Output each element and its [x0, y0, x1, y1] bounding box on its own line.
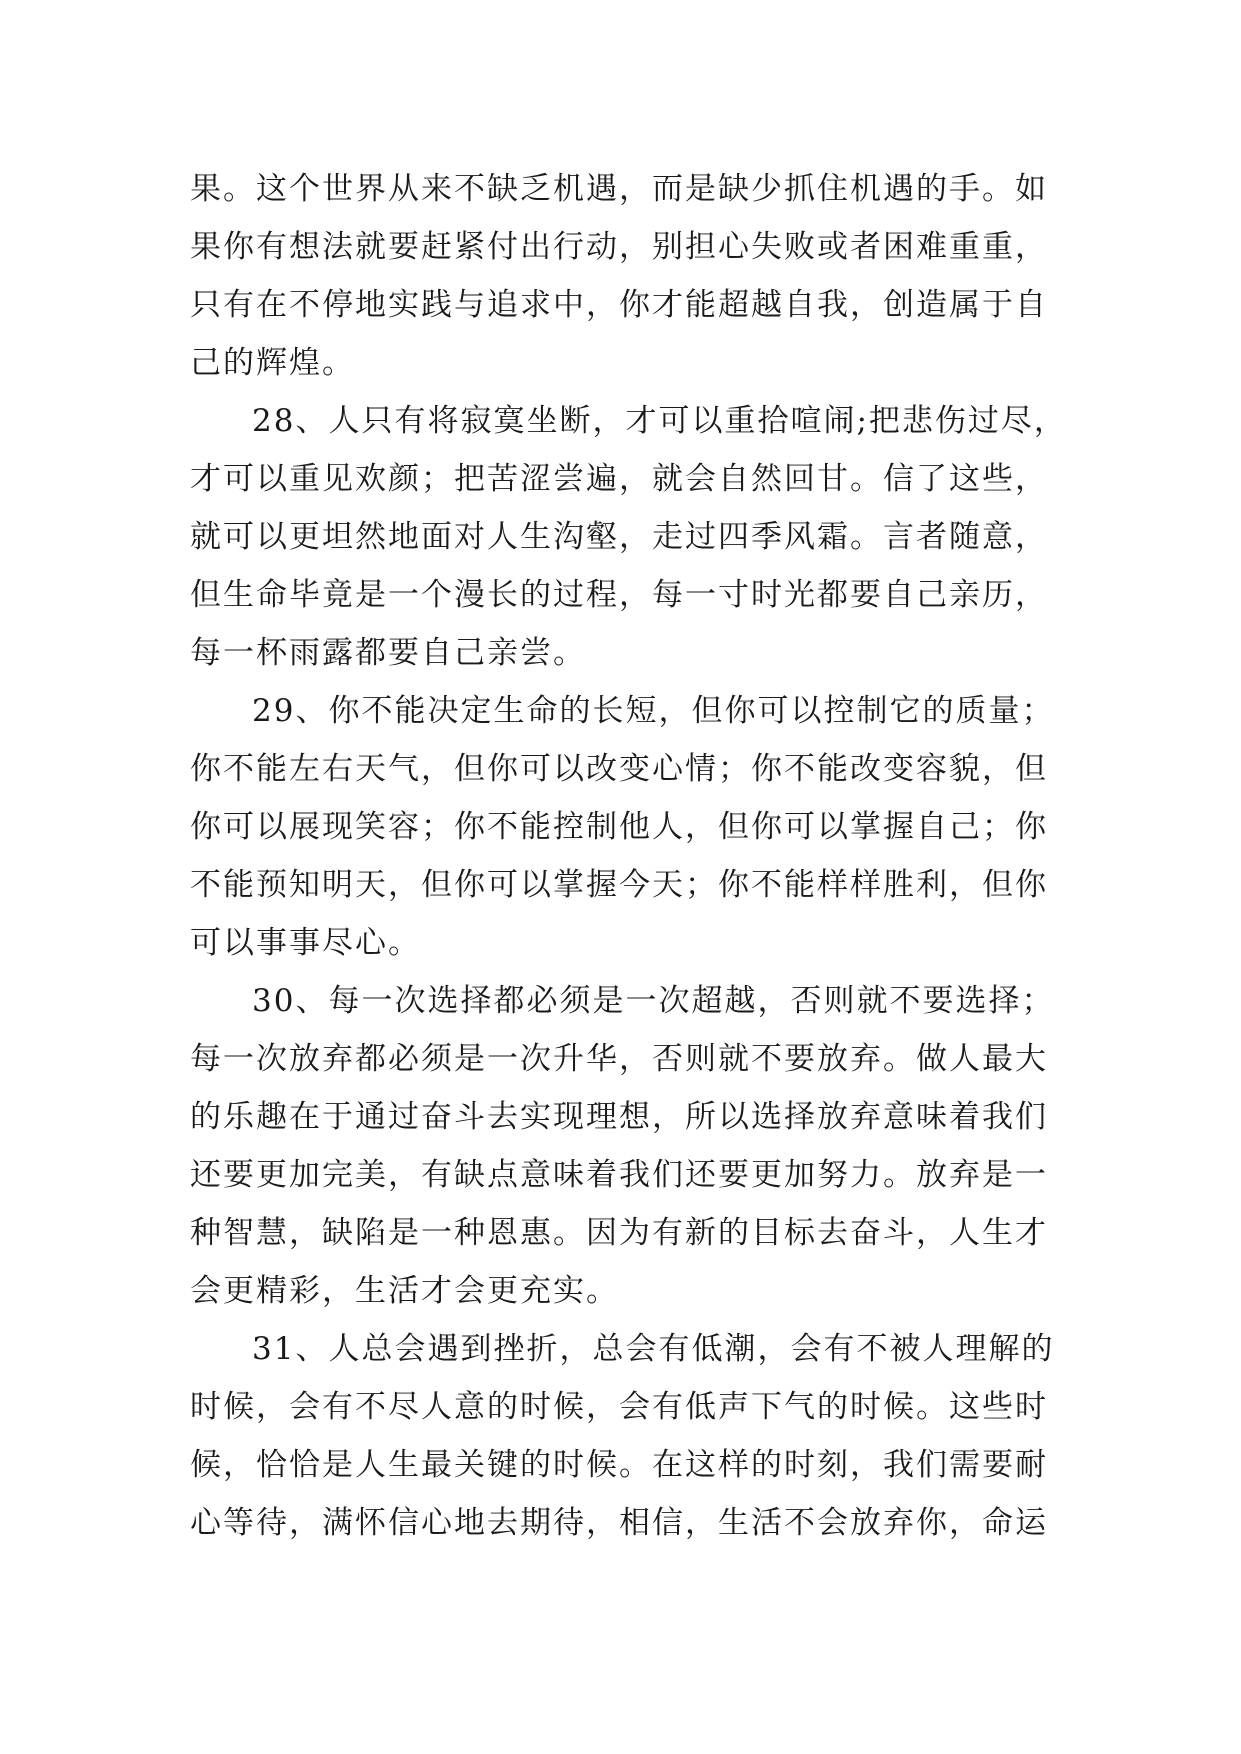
text-line: 30、每一次选择都必须是一次超越，否则就不要选择；: [252, 983, 1055, 1019]
document-body: [190, 160, 1067, 1552]
text-line: 的乐趣在于通过奋斗去实现理想，所以选择放弃意味着我们: [190, 1099, 1048, 1135]
text-line: 果。这个世界从来不缺乏机遇，而是缺少抓住机遇的手。如: [190, 171, 1048, 207]
text-line: 但生命毕竟是一个漫长的过程，每一寸时光都要自己亲历，: [190, 577, 1048, 613]
text-line: 候，恰恰是人生最关键的时候。在这样的时刻，我们需要耐: [190, 1447, 1048, 1483]
text-line: 时候，会有不尽人意的时候，会有低声下气的时候。这些时: [190, 1389, 1048, 1425]
text-line: 可以事事尽心。: [190, 925, 421, 961]
text-line: 就可以更坦然地面对人生沟壑，走过四季风霜。言者随意，: [190, 519, 1048, 555]
text-line: 每一杯雨露都要自己亲尝。: [190, 635, 586, 671]
text-line: 不能预知明天，但你可以掌握今天；你不能样样胜利，但你: [190, 867, 1048, 903]
text-line: 果你有想法就要赶紧付出行动，别担心失败或者困难重重，: [190, 229, 1048, 265]
text-line: 己的辉煌。: [190, 345, 355, 381]
paragraph-31: [190, 1320, 1058, 1552]
paragraph-28: [190, 392, 1067, 682]
paragraph-continuation: [190, 160, 1058, 392]
text-line: 28、人只有将寂寞坐断，才可以重拾喧闹;把悲伤过尽，: [252, 403, 1067, 439]
text-line: 你不能左右天气，但你可以改变心情；你不能改变容貌，但: [190, 751, 1048, 787]
text-line: 你可以展现笑容；你不能控制他人，但你可以掌握自己；你: [190, 809, 1048, 845]
text-line: 每一次放弃都必须是一次升华，否则就不要放弃。做人最大: [190, 1041, 1048, 1077]
text-line: 只有在不停地实践与追求中，你才能超越自我，创造属于自: [190, 287, 1048, 323]
text-line: 才可以重见欢颜；把苦涩尝遍，就会自然回甘。信了这些，: [190, 461, 1048, 497]
text-line: 会更精彩，生活才会更充实。: [190, 1273, 619, 1309]
paragraph-30: [190, 972, 1058, 1320]
text-line: 29、你不能决定生命的长短，但你可以控制它的质量；: [252, 693, 1055, 729]
paragraph-29: [190, 682, 1058, 972]
text-line: 心等待，满怀信心地去期待，相信，生活不会放弃你，命运: [190, 1505, 1048, 1541]
text-line: 还要更加完美，有缺点意味着我们还要更加努力。放弃是一: [190, 1157, 1048, 1193]
text-line: 31、人总会遇到挫折，总会有低潮，会有不被人理解的: [252, 1331, 1055, 1367]
text-line: 种智慧，缺陷是一种恩惠。因为有新的目标去奋斗，人生才: [190, 1215, 1048, 1251]
